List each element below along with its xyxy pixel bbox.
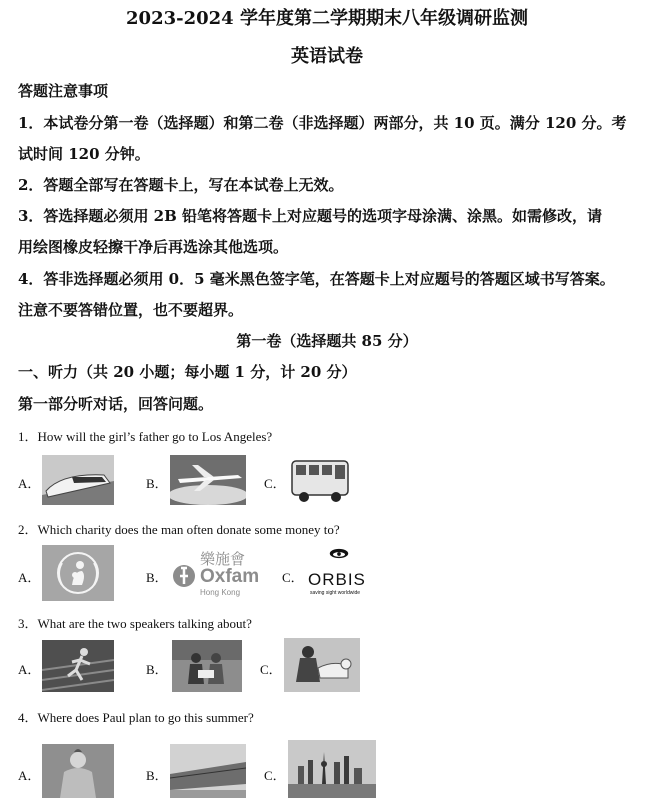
question-text: 4．Where does Paul plan to go this summer? [18, 710, 254, 725]
notes-line: 1．本试卷分第一卷（选择题）和第二卷（非选择题）两部分，共 10 页。满分 120 分。考 [18, 114, 627, 132]
notes-line: 3．答选择题必须用 2B 铅笔将答题卡上对应题号的选项字母涂满、涂黑。如需修改，请 [18, 207, 603, 225]
terracotta-warrior-image [42, 744, 114, 798]
oxfam-logo-image [172, 548, 264, 602]
option-label: C． [264, 476, 286, 491]
orbis-logo-image [306, 548, 372, 600]
subsection-heading: 第一部分听对话，回答问题。 [18, 395, 214, 413]
option-label: B． [146, 476, 168, 491]
stadium-image [170, 744, 246, 798]
option-label: B． [146, 662, 168, 677]
page-subtitle: 英语试卷 [291, 46, 363, 67]
oxfam-name: Oxfam [200, 566, 260, 587]
page-title: 2023-2024 学年度第二学期期末八年级调研监测 [126, 8, 528, 29]
option-label: A． [18, 768, 41, 783]
notes-heading: 答题注意事项 [18, 82, 109, 100]
airplane-image [170, 455, 246, 505]
option-label: A． [18, 570, 41, 585]
section-heading: 一、听力（共 20 小题；每小题 1 分，计 20 分） [18, 363, 357, 381]
orbis-tagline: saving sight worldwide [310, 590, 361, 596]
oxfam-subtitle: Hong Kong [200, 588, 241, 597]
option-label: B． [146, 768, 168, 783]
option-label: C． [260, 662, 282, 677]
part-title: 第一卷（选择题共 85 分） [236, 332, 418, 350]
runner-image [42, 640, 114, 692]
notes-line: 试时间 120 分钟。 [18, 145, 150, 163]
option-label: C． [264, 768, 286, 783]
orbis-name: ORBIS [308, 570, 366, 589]
option-label: A． [18, 476, 41, 491]
option-label: C． [282, 570, 304, 585]
question-text: 2．Which charity does the man often donate some money to? [18, 522, 340, 537]
question-text: 3．What are the two speakers talking about? [18, 616, 252, 631]
question-text: 1．How will the girl’s father go to Los Angeles? [18, 429, 273, 444]
city-skyline-image [288, 740, 376, 798]
option-label: A． [18, 662, 41, 677]
reading-couple-image [172, 640, 242, 692]
unicef-logo-image [42, 545, 114, 601]
notes-line: 用绘图橡皮轻擦干净后再选涂其他选项。 [18, 238, 289, 256]
bus-image [286, 453, 358, 507]
notes-line: 4．答非选择题必须用 0．5 毫米黑色签字笔，在答题卡上对应题号的答题区域书写答案。 [18, 270, 615, 288]
notes-line: 2．答题全部写在答题卡上，写在本试卷上无效。 [18, 176, 344, 194]
option-label: B． [146, 570, 168, 585]
notes-line: 注意不要答错位置，也不要超界。 [18, 301, 244, 319]
man-with-dog-image [284, 638, 360, 692]
high-speed-train-image [42, 455, 114, 505]
oxfam-chinese-name: 樂施會 [200, 550, 246, 568]
